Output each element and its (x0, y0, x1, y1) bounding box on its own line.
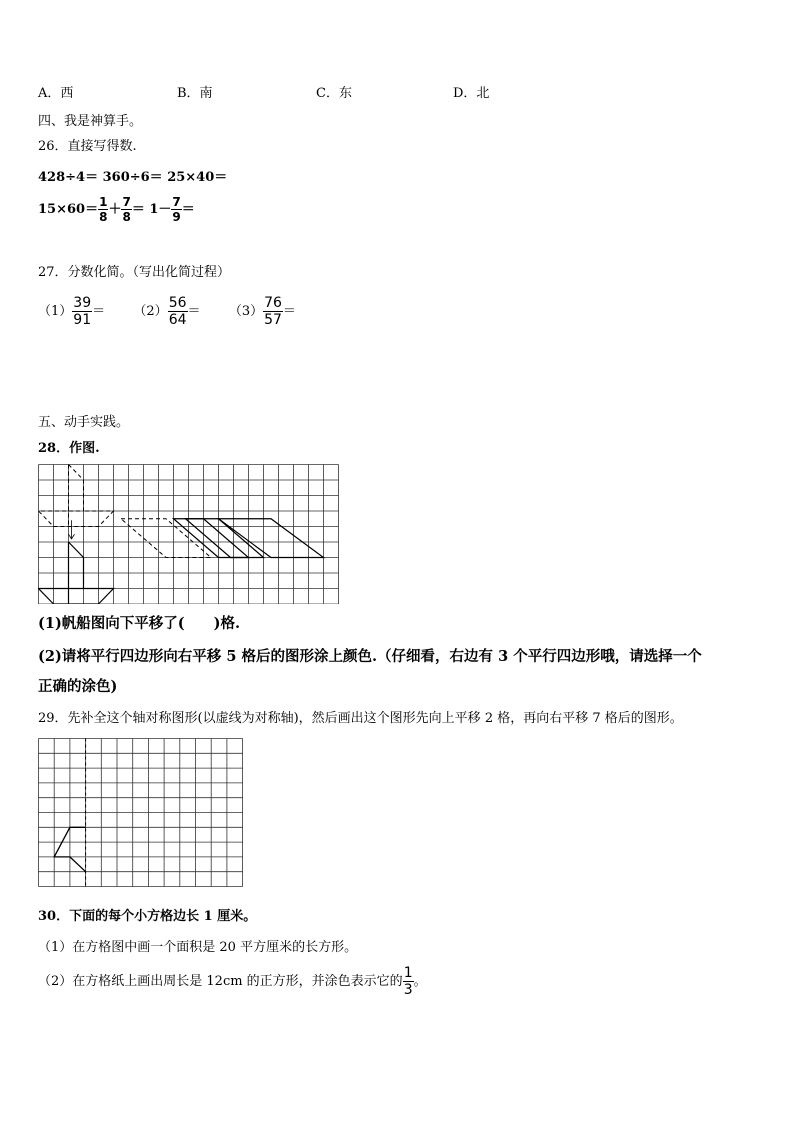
parallelogram-1 (174, 519, 249, 558)
q27-title: 27．分数化简。（写出化简过程） (38, 265, 231, 280)
q28-title: 28．作图. (38, 441, 100, 456)
frac-den: 57 (264, 312, 282, 328)
q26-eq2: ＝ (181, 202, 195, 217)
q30-sub2-end: 。 (413, 974, 427, 989)
q29-grid (38, 738, 244, 888)
option-c[interactable]: C．东 (316, 86, 352, 101)
frac-num: 76 (264, 295, 282, 311)
frac-num: 39 (73, 295, 92, 311)
frac-num: 7 (122, 195, 131, 209)
section-5-heading: 五、动手实践。 (38, 415, 130, 430)
section-4-heading: 四、我是神算手。 (38, 114, 143, 129)
frac-den: 64 (168, 312, 187, 328)
fraction-56-64 (168, 296, 188, 327)
q27-items (38, 296, 296, 327)
q29-title: 29．先补全这个轴对称图形(以虚线为对称轴)，然后画出这个图形先向上平移 2 格，再向右平移 7 格后的图形。 (38, 711, 683, 726)
fraction-76-57 (263, 296, 283, 327)
frac-den: 9 (172, 210, 181, 224)
q26-row1: 428÷4＝ 360÷6＝ 25×40＝ (38, 170, 228, 185)
frac-num: 7 (172, 195, 181, 209)
frac-num: 56 (168, 295, 187, 311)
item-eq: ＝ (92, 304, 106, 319)
item-label: （2） (133, 304, 168, 319)
frac-den: 3 (403, 982, 413, 998)
q26-eq1: ＝ 1－ (131, 202, 172, 217)
item-eq: ＝ (282, 304, 296, 319)
frac-num: 1 (403, 965, 413, 981)
fraction-7-9 (171, 196, 181, 223)
dashed-parallelogram (121, 519, 211, 558)
frac-num: 1 (99, 195, 108, 209)
option-a[interactable]: A．西 (38, 86, 74, 101)
option-b[interactable]: B．南 (177, 86, 213, 101)
q27-item-3 (228, 295, 296, 328)
frac-den: 8 (122, 210, 131, 224)
q26-row2 (38, 196, 195, 223)
frac-den: 8 (99, 210, 108, 224)
q27-item-2 (133, 295, 201, 328)
fraction-39-91 (72, 296, 92, 327)
q27-item-1 (38, 295, 106, 328)
q26-row2-a: 15×60＝ (38, 202, 99, 217)
plus-sign: ＋ (108, 202, 122, 217)
parallelogram-3 (219, 519, 324, 558)
q28-sub2a: (2)请将平行四边形向右平移 5 格后的图形涂上颜色.（仔细看，右边有 3 个平行四边形哦，请选择一个 (38, 648, 702, 665)
item-label: （1） (38, 304, 73, 319)
frac-den: 91 (73, 312, 92, 328)
q30-sub1: （1）在方格图中画一个面积是 20 平方厘米的长方形。 (38, 940, 358, 955)
fraction-1-3 (403, 966, 414, 997)
q30-sub2-text: （2）在方格纸上画出周长是 12cm 的正方形，并涂色表示它的 (38, 974, 403, 989)
fraction-7-8 (121, 196, 131, 223)
parallelogram-2 (186, 519, 264, 558)
q30-title: 30．下面的每个小方格边长 1 厘米。 (38, 909, 257, 924)
q28-sub2b: 正确的涂色) (38, 678, 118, 695)
item-eq: ＝ (187, 304, 201, 319)
fraction-1-8 (98, 196, 108, 223)
q26-title: 26．直接写得数. (38, 139, 137, 154)
q28-sub1: (1)帆船图向下平移了( )格. (38, 615, 241, 632)
q28-grid (38, 464, 340, 604)
item-label: （3） (228, 304, 264, 319)
q29-grid-svg (38, 738, 244, 888)
q28-grid-svg (38, 464, 340, 604)
option-d[interactable]: D．北 (453, 86, 490, 101)
q30-sub2 (38, 966, 427, 997)
